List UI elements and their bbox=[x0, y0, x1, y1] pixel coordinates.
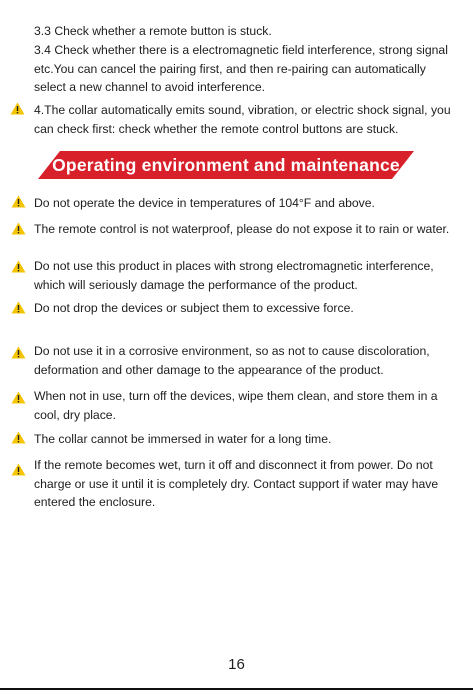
warning-triangle-icon bbox=[11, 391, 26, 404]
warning-item: Do not use this product in places with strong electromagnetic interference, which will seriously damage the performance of the product. bbox=[34, 259, 434, 292]
warning-triangle-icon bbox=[11, 463, 26, 476]
warning-item: Do not use it in a corrosive environment, so as not to cause discoloration, deformation and other damage to the appearance of the product. bbox=[34, 344, 430, 377]
warning-item: When not in use, turn off the devices, wipe them clean, and store them in a cool, dry place. bbox=[34, 389, 438, 422]
warning-triangle-icon bbox=[11, 301, 26, 314]
intro-item-3-3: 3.3 Check whether a remote button is stuck. bbox=[34, 24, 272, 38]
section-banner bbox=[38, 151, 414, 179]
intro-item-4: 4.The collar automatically emits sound, vibration, or electric shock signal, you can check first: check whether the remote control buttons are stuck. bbox=[34, 103, 451, 136]
warning-triangle-icon bbox=[11, 260, 26, 273]
bottom-rule bbox=[0, 688, 473, 690]
intro-item-3-4: 3.4 Check whether there is a electromagnetic field interference, strong signal etc.You can cancel the pairing first, and then re-pairing can automatically select a new channel to avoid interference. bbox=[34, 43, 448, 94]
warning-triangle-icon bbox=[11, 222, 26, 235]
warning-triangle-icon bbox=[11, 431, 26, 444]
section-title: Operating environment and maintenance bbox=[52, 154, 400, 175]
warning-item: If the remote becomes wet, turn it off and disconnect it from power. Do not charge or use it until it is completely dry. Contact support if water may have entered the enclosure. bbox=[34, 458, 439, 509]
warning-triangle-icon bbox=[11, 346, 26, 359]
warning-item: The collar cannot be immersed in water for a long time. bbox=[34, 432, 332, 446]
warning-item: The remote control is not waterproof, please do not expose it to rain or water. bbox=[34, 222, 450, 236]
warning-triangle-icon bbox=[10, 102, 25, 115]
page-number: 16 bbox=[228, 656, 245, 673]
warning-item: Do not operate the device in temperatures of 104°F and above. bbox=[34, 196, 375, 210]
warning-item: Do not drop the devices or subject them to excessive force. bbox=[34, 301, 354, 315]
warning-triangle-icon bbox=[11, 195, 26, 208]
